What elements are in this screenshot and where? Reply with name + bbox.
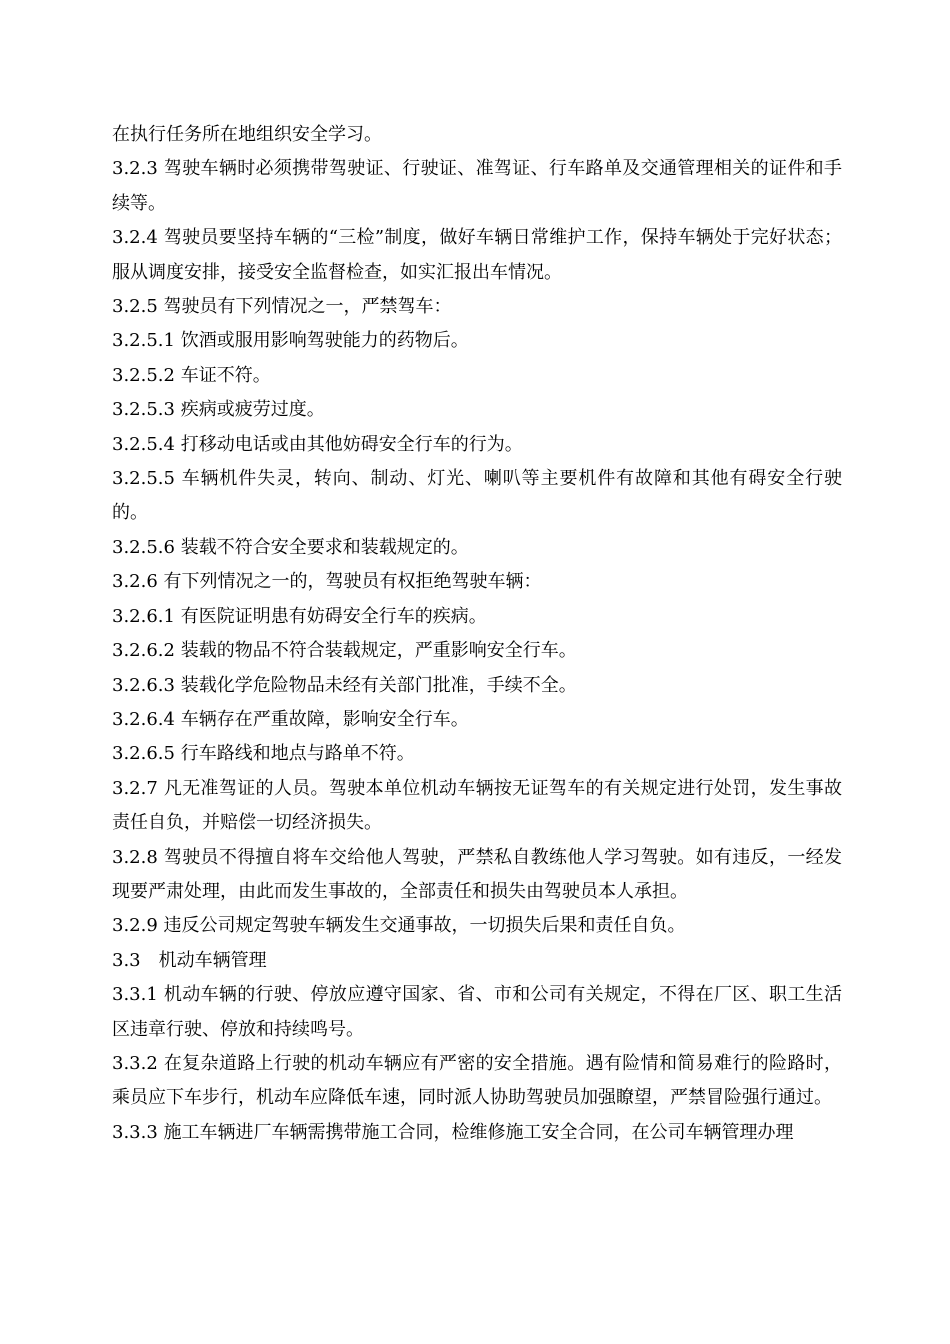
paragraph-3-3-2: 3.3.2 在复杂道路上行驶的机动车辆应有严密的安全措施。遇有险情和简易难行的险路时，乘员应下车步行，机动车应降低车速，同时派人协助驾驶员加强瞭望，严禁冒险强行通过。: [112, 1052, 842, 1109]
paragraph-3-2-3: 3.2.3 驾驶车辆时必须携带驾驶证、行驶证、准驾证、行车路单及交通管理相关的证件和手续等。: [112, 158, 842, 214]
paragraph-3-2-5-1: 3.2.5.1 饮酒或服用影响驾驶能力的药物后。: [112, 330, 469, 352]
document-body: [112, 118, 842, 1150]
paragraph-3-2-9: 3.2.9 违反公司规定驾驶车辆发生交通事故，一切损失后果和责任自负。: [112, 915, 686, 937]
paragraph-3-2-6-1: 3.2.6.1 有医院证明患有妨碍安全行车的疾病。: [112, 605, 487, 627]
paragraph-3-2-5-2: 3.2.5.2 车证不符。: [112, 364, 271, 386]
section-heading-3-3: 3.3 机动车辆管理: [112, 949, 267, 971]
paragraph-3-2-6-5: 3.2.6.5 行车路线和地点与路单不符。: [112, 743, 415, 765]
paragraph-continuation: 在执行任务所在地组织安全学习。: [112, 124, 382, 145]
paragraph-3-2-6-4: 3.2.6.4 车辆存在严重故障，影响安全行车。: [112, 708, 469, 730]
paragraph-3-3-1: 3.3.1 机动车辆的行驶、停放应遵守国家、省、市和公司有关规定，不得在厂区、职工生活区违章行驶、停放和持续鸣号。: [112, 984, 842, 1040]
paragraph-3-3-3: 3.3.3 施工车辆进厂车辆需携带施工合同，检维修施工安全合同，在公司车辆管理办理: [112, 1121, 794, 1143]
paragraph-3-2-6: 3.2.6 有下列情况之一的，驾驶员有权拒绝驾驶车辆：: [112, 571, 542, 593]
paragraph-3-2-6-2: 3.2.6.2 装载的物品不符合装载规定，严重影响安全行车。: [112, 640, 577, 662]
paragraph-3-2-8: 3.2.8 驾驶员不得擅自将车交给他人驾驶，严禁私自教练他人学习驾驶。如有违反，一经发现要严肃处理，由此而发生事故的，全部责任和损失由驾驶员本人承担。: [112, 846, 842, 902]
paragraph-3-2-5-3: 3.2.5.3 疾病或疲劳过度。: [112, 399, 325, 421]
paragraph-3-2-7: 3.2.7 凡无准驾证的人员。驾驶本单位机动车辆按无证驾车的有关规定进行处罚，发生事故责任自负，并赔偿一切经济损失。: [112, 777, 842, 834]
paragraph-3-2-5-4: 3.2.5.4 打移动电话或由其他妨碍安全行车的行为。: [112, 433, 523, 455]
paragraph-3-2-5-5: 3.2.5.5 车辆机件失灵，转向、制动、灯光、喇叭等主要机件有故障和其他有碍安全行驶的。: [112, 468, 842, 524]
paragraph-3-2-4: 3.2.4 驾驶员要坚持车辆的“三检”制度，做好车辆日常维护工作，保持车辆处于完好状态；服从调度安排，接受安全监督检查，如实汇报出车情况。: [112, 227, 842, 283]
paragraph-3-2-5: 3.2.5 驾驶员有下列情况之一，严禁驾车：: [112, 296, 452, 318]
paragraph-3-2-5-6: 3.2.5.6 装载不符合安全要求和装载规定的。: [112, 536, 469, 558]
paragraph-3-2-6-3: 3.2.6.3 装载化学危险物品未经有关部门批准，手续不全。: [112, 674, 577, 696]
